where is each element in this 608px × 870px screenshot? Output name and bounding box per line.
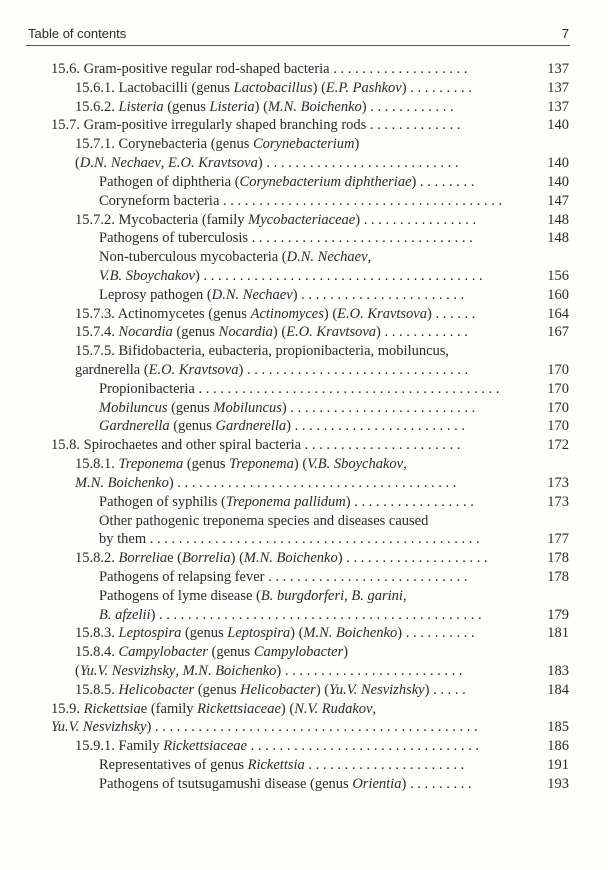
toc-entry[interactable] xyxy=(51,60,569,79)
toc-entry-line: Pathogen of syphilis (Treponema pallidum) . . . . . . . . . . . . . . . . . xyxy=(99,493,474,510)
toc-entry-line: 15.8.4. Campylobacter (genus Campylobacter) xyxy=(75,644,349,661)
leader-dots: . . . . . . . . . . . . . . . . . . . . . . . . . . . . . . . . . . . . . . . . . . . . . xyxy=(151,719,478,736)
toc-page-number: 148 xyxy=(547,230,569,247)
toc-entry[interactable] xyxy=(99,587,569,625)
toc-page-number: 160 xyxy=(547,286,569,303)
leader-dots: . . . . . . . . . . . . xyxy=(366,98,454,115)
toc-entry-line: (D.N. Nechaev, E.O. Kravtsova) . . . . . . . . . . . . . . . . . . . . . . . . . . . xyxy=(75,155,459,172)
leader-dots: . . . . . . . . . . . . . . . . . . . . . . . . . . . . . . . xyxy=(243,362,469,378)
toc-page-number: 148 xyxy=(547,211,569,228)
toc-entry[interactable] xyxy=(75,455,569,493)
toc-entry[interactable] xyxy=(99,229,569,248)
toc-entry-line: 15.6.1. Lactobacilli (genus Lactobacillus) (E.P. Pashkov) . . . . . . . . . xyxy=(75,79,472,96)
toc-page-number: 173 xyxy=(547,493,569,510)
toc-entry[interactable] xyxy=(75,323,569,342)
toc-page-number: 172 xyxy=(547,437,569,454)
toc-entry[interactable] xyxy=(75,737,569,756)
leader-dots: . . . . . . . . . . . . . . . . . . . xyxy=(329,61,468,77)
toc-page-number: 140 xyxy=(547,155,569,172)
toc-entry-line: Propionibacteria . . . . . . . . . . . . . . . . . . . . . . . . . . . . . . . . . . . . . . . . . . xyxy=(99,380,500,397)
toc-entry[interactable] xyxy=(75,98,569,117)
leader-dots: . . . . . . . . . . . . . . . . . . . . . . . . xyxy=(291,418,466,435)
toc-page-number: 178 xyxy=(547,568,569,585)
toc-page-number: 167 xyxy=(547,324,569,341)
leader-dots: . . . . . . . . . . . . . . . . . . . . . . . . . . . . . . . . . . . . . . . xyxy=(219,192,503,209)
toc-entry-line: Pathogens of tsutsugamushi disease (genus Orientia) . . . . . . . . . xyxy=(99,775,472,792)
toc-entry-line: 15.7. Gram-positive irregularly shaped branching rods . . . . . . . . . . . . . xyxy=(51,117,461,134)
toc-entry-line: Coryneform bacteria . . . . . . . . . . . . . . . . . . . . . . . . . . . . . . . . . . . . . . . xyxy=(99,192,503,209)
toc-entry-line: Pathogen of diphtheria (Corynebacterium diphtheriae) . . . . . . . . xyxy=(99,173,475,190)
toc-page-number: 173 xyxy=(547,474,569,491)
leader-dots: . . . . . . . . . . . . . . . . . . . . . . . . . . . . . . . xyxy=(248,230,473,247)
toc-entry-line: Pathogens of lyme disease (B. burgdorferi, B. garini, xyxy=(99,587,407,604)
toc-page-number: 170 xyxy=(547,418,569,435)
toc-page-number: 137 xyxy=(547,98,569,115)
toc-entry-line: M.N. Boichenko) . . . . . . . . . . . . . . . . . . . . . . . . . . . . . . . . . . . . . . . xyxy=(75,474,457,491)
toc-entry-line: gardnerella (E.O. Kravtsova) . . . . . . . . . . . . . . . . . . . . . . . . . . . . . . . xyxy=(75,362,469,378)
toc-entry-line: Other pathogenic treponema species and diseases caused xyxy=(99,512,429,529)
toc-page-number: 178 xyxy=(547,550,569,567)
running-head xyxy=(28,26,569,44)
toc-entry[interactable] xyxy=(99,512,569,550)
toc-entry[interactable] xyxy=(99,192,569,211)
toc-entry-line: 15.8.1. Treponema (genus Treponema) (V.B. Sboychakov, xyxy=(75,456,407,473)
toc-entry-line: 15.9. Rickettsiae (family Rickettsiaceae) (N.V. Rudakov, xyxy=(51,700,377,717)
leader-dots: . . . . . . . . . . . . . . . . . . . . . . . . . . . . . . . . . . . . . . . . . . xyxy=(194,380,500,397)
toc-entry[interactable] xyxy=(99,399,569,418)
header-rule xyxy=(26,45,570,46)
leader-dots: . . . . . . . . . . . . . . . . . . . . . . . . . . . . . . . . . . . . . . . xyxy=(173,474,457,491)
toc-entry[interactable] xyxy=(75,643,569,681)
toc-page-number: 140 xyxy=(547,173,569,190)
toc-page-number: 156 xyxy=(547,267,569,284)
toc-entry-line: B. afzelii) . . . . . . . . . . . . . . . . . . . . . . . . . . . . . . . . . . . . . . . . . . . . . xyxy=(99,606,482,623)
toc-entry[interactable] xyxy=(99,756,569,775)
toc-entry-line: 15.8.5. Helicobacter (genus Helicobacter) (Yu.V. Nesvizhsky) . . . . . xyxy=(75,681,466,698)
leader-dots: . . . . . . . . . . xyxy=(402,625,475,642)
toc-entry-line: 15.8.2. Borreliae (Borrelia) (M.N. Boichenko) . . . . . . . . . . . . . . . . . . . . xyxy=(75,550,488,567)
leader-dots: . . . . . . . . . xyxy=(406,79,472,96)
toc-entry[interactable] xyxy=(51,436,569,455)
leader-dots: . . . . . . . . . . . . . . . . . . . . . . . . . . . . xyxy=(264,568,468,585)
toc-page-number: 177 xyxy=(547,531,569,548)
toc-page-number: 137 xyxy=(547,79,569,96)
toc-page-number: 191 xyxy=(547,757,569,774)
toc-entry-line: by them . . . . . . . . . . . . . . . . . . . . . . . . . . . . . . . . . . . . . . . . . . . . . . xyxy=(99,531,480,548)
toc-entry-line: 15.8.3. Leptospira (genus Leptospira) (M.N. Boichenko) . . . . . . . . . . xyxy=(75,625,475,642)
toc-entry-line: V.B. Sboychakov) . . . . . . . . . . . . . . . . . . . . . . . . . . . . . . . . . . . . . . . xyxy=(99,267,483,284)
toc-entry[interactable] xyxy=(99,286,569,305)
toc-entry[interactable] xyxy=(75,135,569,173)
running-head-title: Table of contents xyxy=(28,26,127,41)
toc-entry-line: Leprosy pathogen (D.N. Nechaev) . . . . . . . . . . . . . . . . . . . . . . . xyxy=(99,286,465,303)
toc-entry[interactable] xyxy=(51,116,569,135)
toc-page-number: 186 xyxy=(547,738,569,755)
toc-entry[interactable] xyxy=(99,173,569,192)
toc-entry[interactable] xyxy=(51,700,569,738)
toc-entry[interactable] xyxy=(99,417,569,436)
leader-dots: . . . . . . . . . . . . . . . . . xyxy=(350,493,474,510)
toc-entry[interactable] xyxy=(75,211,569,230)
toc-page-number: 193 xyxy=(547,775,569,792)
leader-dots: . . . . . . . . xyxy=(416,173,475,190)
toc-entry[interactable] xyxy=(75,342,569,380)
toc-entry[interactable] xyxy=(99,568,569,587)
leader-dots: . . . . . . . . . . . . . . . . . . . . xyxy=(342,550,488,567)
leader-dots: . . . . . . . . . . . . . . . . . . . . . . . xyxy=(297,286,465,303)
leader-dots: . . . . . . . . . . . . . . . . . . . . . . . . . . . xyxy=(262,155,459,172)
toc-page-number: 181 xyxy=(547,625,569,642)
toc-entry-line: 15.8. Spirochaetes and other spiral bacteria . . . . . . . . . . . . . . . . . . . . . . xyxy=(51,437,461,454)
toc-page-number: 140 xyxy=(547,117,569,134)
leader-dots: . . . . . . . . . . . . . . . . . . . . . . . . . xyxy=(281,663,463,679)
toc-entry-line: 15.7.5. Bifidobacteria, eubacteria, propionibacteria, mobiluncus, xyxy=(75,343,450,360)
toc-entry[interactable] xyxy=(99,248,569,286)
toc-page-number: 164 xyxy=(547,305,569,322)
leader-dots: . . . . . . . . . . . . . . . . . . . . . . . . . . . . . . . . xyxy=(246,738,479,755)
toc-page-number: 147 xyxy=(547,192,569,209)
toc-page-number: 184 xyxy=(547,681,569,698)
toc-entry-line: 15.7.2. Mycobacteria (family Mycobacteriaceae) . . . . . . . . . . . . . . . . xyxy=(75,211,477,228)
toc-entry[interactable] xyxy=(75,681,569,700)
toc-page-number: 185 xyxy=(547,719,569,736)
toc-page-number: 170 xyxy=(547,362,569,378)
toc-entry-line: Non-tuberculous mycobacteria (D.N. Nechaev, xyxy=(99,249,372,266)
leader-dots: . . . . . . . . . . . . . . . . . . . . . . xyxy=(301,437,461,454)
toc-entry[interactable] xyxy=(75,79,569,98)
toc-entry-line: 15.6.2. Listeria (genus Listeria) (M.N. Boichenko) . . . . . . . . . . . . xyxy=(75,98,454,115)
toc-entry[interactable] xyxy=(75,549,569,568)
toc-entry-line: 15.7.4. Nocardia (genus Nocardia) (E.O. Kravtsova) . . . . . . . . . . . . xyxy=(75,324,468,341)
toc-page-number: 179 xyxy=(547,606,569,623)
toc-entry-line: Representatives of genus Rickettsia . . . . . . . . . . . . . . . . . . . . . . xyxy=(99,757,465,774)
toc-entry-line: (Yu.V. Nesvizhsky, M.N. Boichenko) . . . . . . . . . . . . . . . . . . . . . . . . . xyxy=(75,663,463,679)
toc-page-number: 170 xyxy=(547,399,569,416)
toc-entry-line: 15.7.1. Corynebacteria (genus Corynebacterium) xyxy=(75,136,360,153)
toc-page-number: 170 xyxy=(547,380,569,397)
toc-entry-line: Mobiluncus (genus Mobiluncus) . . . . . . . . . . . . . . . . . . . . . . . . . . xyxy=(99,399,476,416)
leader-dots: . . . . . . . . . . . . . . . . xyxy=(360,211,477,228)
toc-entry[interactable] xyxy=(99,493,569,512)
toc-entry-line: Pathogens of tuberculosis . . . . . . . . . . . . . . . . . . . . . . . . . . . . . . . xyxy=(99,230,473,247)
toc-entry-line: 15.9.1. Family Rickettsiaceae . . . . . . . . . . . . . . . . . . . . . . . . . . . . . . . . xyxy=(75,738,479,755)
leader-dots: . . . . . . . . . . . . . . . . . . . . . . . . . . . . . . . . . . . . . . . . . . . . . . xyxy=(146,531,480,548)
toc-entry-line: Gardnerella (genus Gardnerella) . . . . . . . . . . . . . . . . . . . . . . . . xyxy=(99,418,466,435)
toc-list xyxy=(0,60,608,794)
toc-entry-line: 15.6. Gram-positive regular rod-shaped bacteria . . . . . . . . . . . . . . . . . . . xyxy=(51,61,468,77)
toc-page-number: 137 xyxy=(547,61,569,77)
page-number: 7 xyxy=(561,26,569,41)
toc-entry[interactable] xyxy=(75,624,569,643)
toc-page-number: 183 xyxy=(547,663,569,679)
leader-dots: . . . . . . . . . . . . . . . . . . . . . . . . . . xyxy=(286,399,476,416)
toc-entry[interactable] xyxy=(99,380,569,399)
toc-entry-line: 15.7.3. Actinomycetes (genus Actinomyces) (E.O. Kravtsova) . . . . . . xyxy=(75,305,476,322)
leader-dots: . . . . . . . . . . . . . . . . . . . . . . . . . . . . . . . . . . . . . . . xyxy=(199,267,483,284)
leader-dots: . . . . . . . . . xyxy=(406,775,472,792)
toc-entry-line: Yu.V. Nesvizhsky) . . . . . . . . . . . . . . . . . . . . . . . . . . . . . . . . . . . . . . . . . . . . . xyxy=(51,719,478,736)
leader-dots: . . . . . . . . . . . . xyxy=(380,324,468,341)
leader-dots: . . . . . xyxy=(429,681,466,698)
leader-dots: . . . . . . . . . . . . . . . . . . . . . . xyxy=(304,757,465,774)
toc-entry[interactable] xyxy=(75,305,569,324)
toc-entry[interactable] xyxy=(99,775,569,794)
toc-entry-line: Pathogens of relapsing fever . . . . . . . . . . . . . . . . . . . . . . . . . . . . xyxy=(99,568,468,585)
leader-dots: . . . . . . xyxy=(431,305,476,322)
leader-dots: . . . . . . . . . . . . . . . . . . . . . . . . . . . . . . . . . . . . . . . . . . . . . xyxy=(155,606,482,623)
leader-dots: . . . . . . . . . . . . . xyxy=(366,117,461,134)
